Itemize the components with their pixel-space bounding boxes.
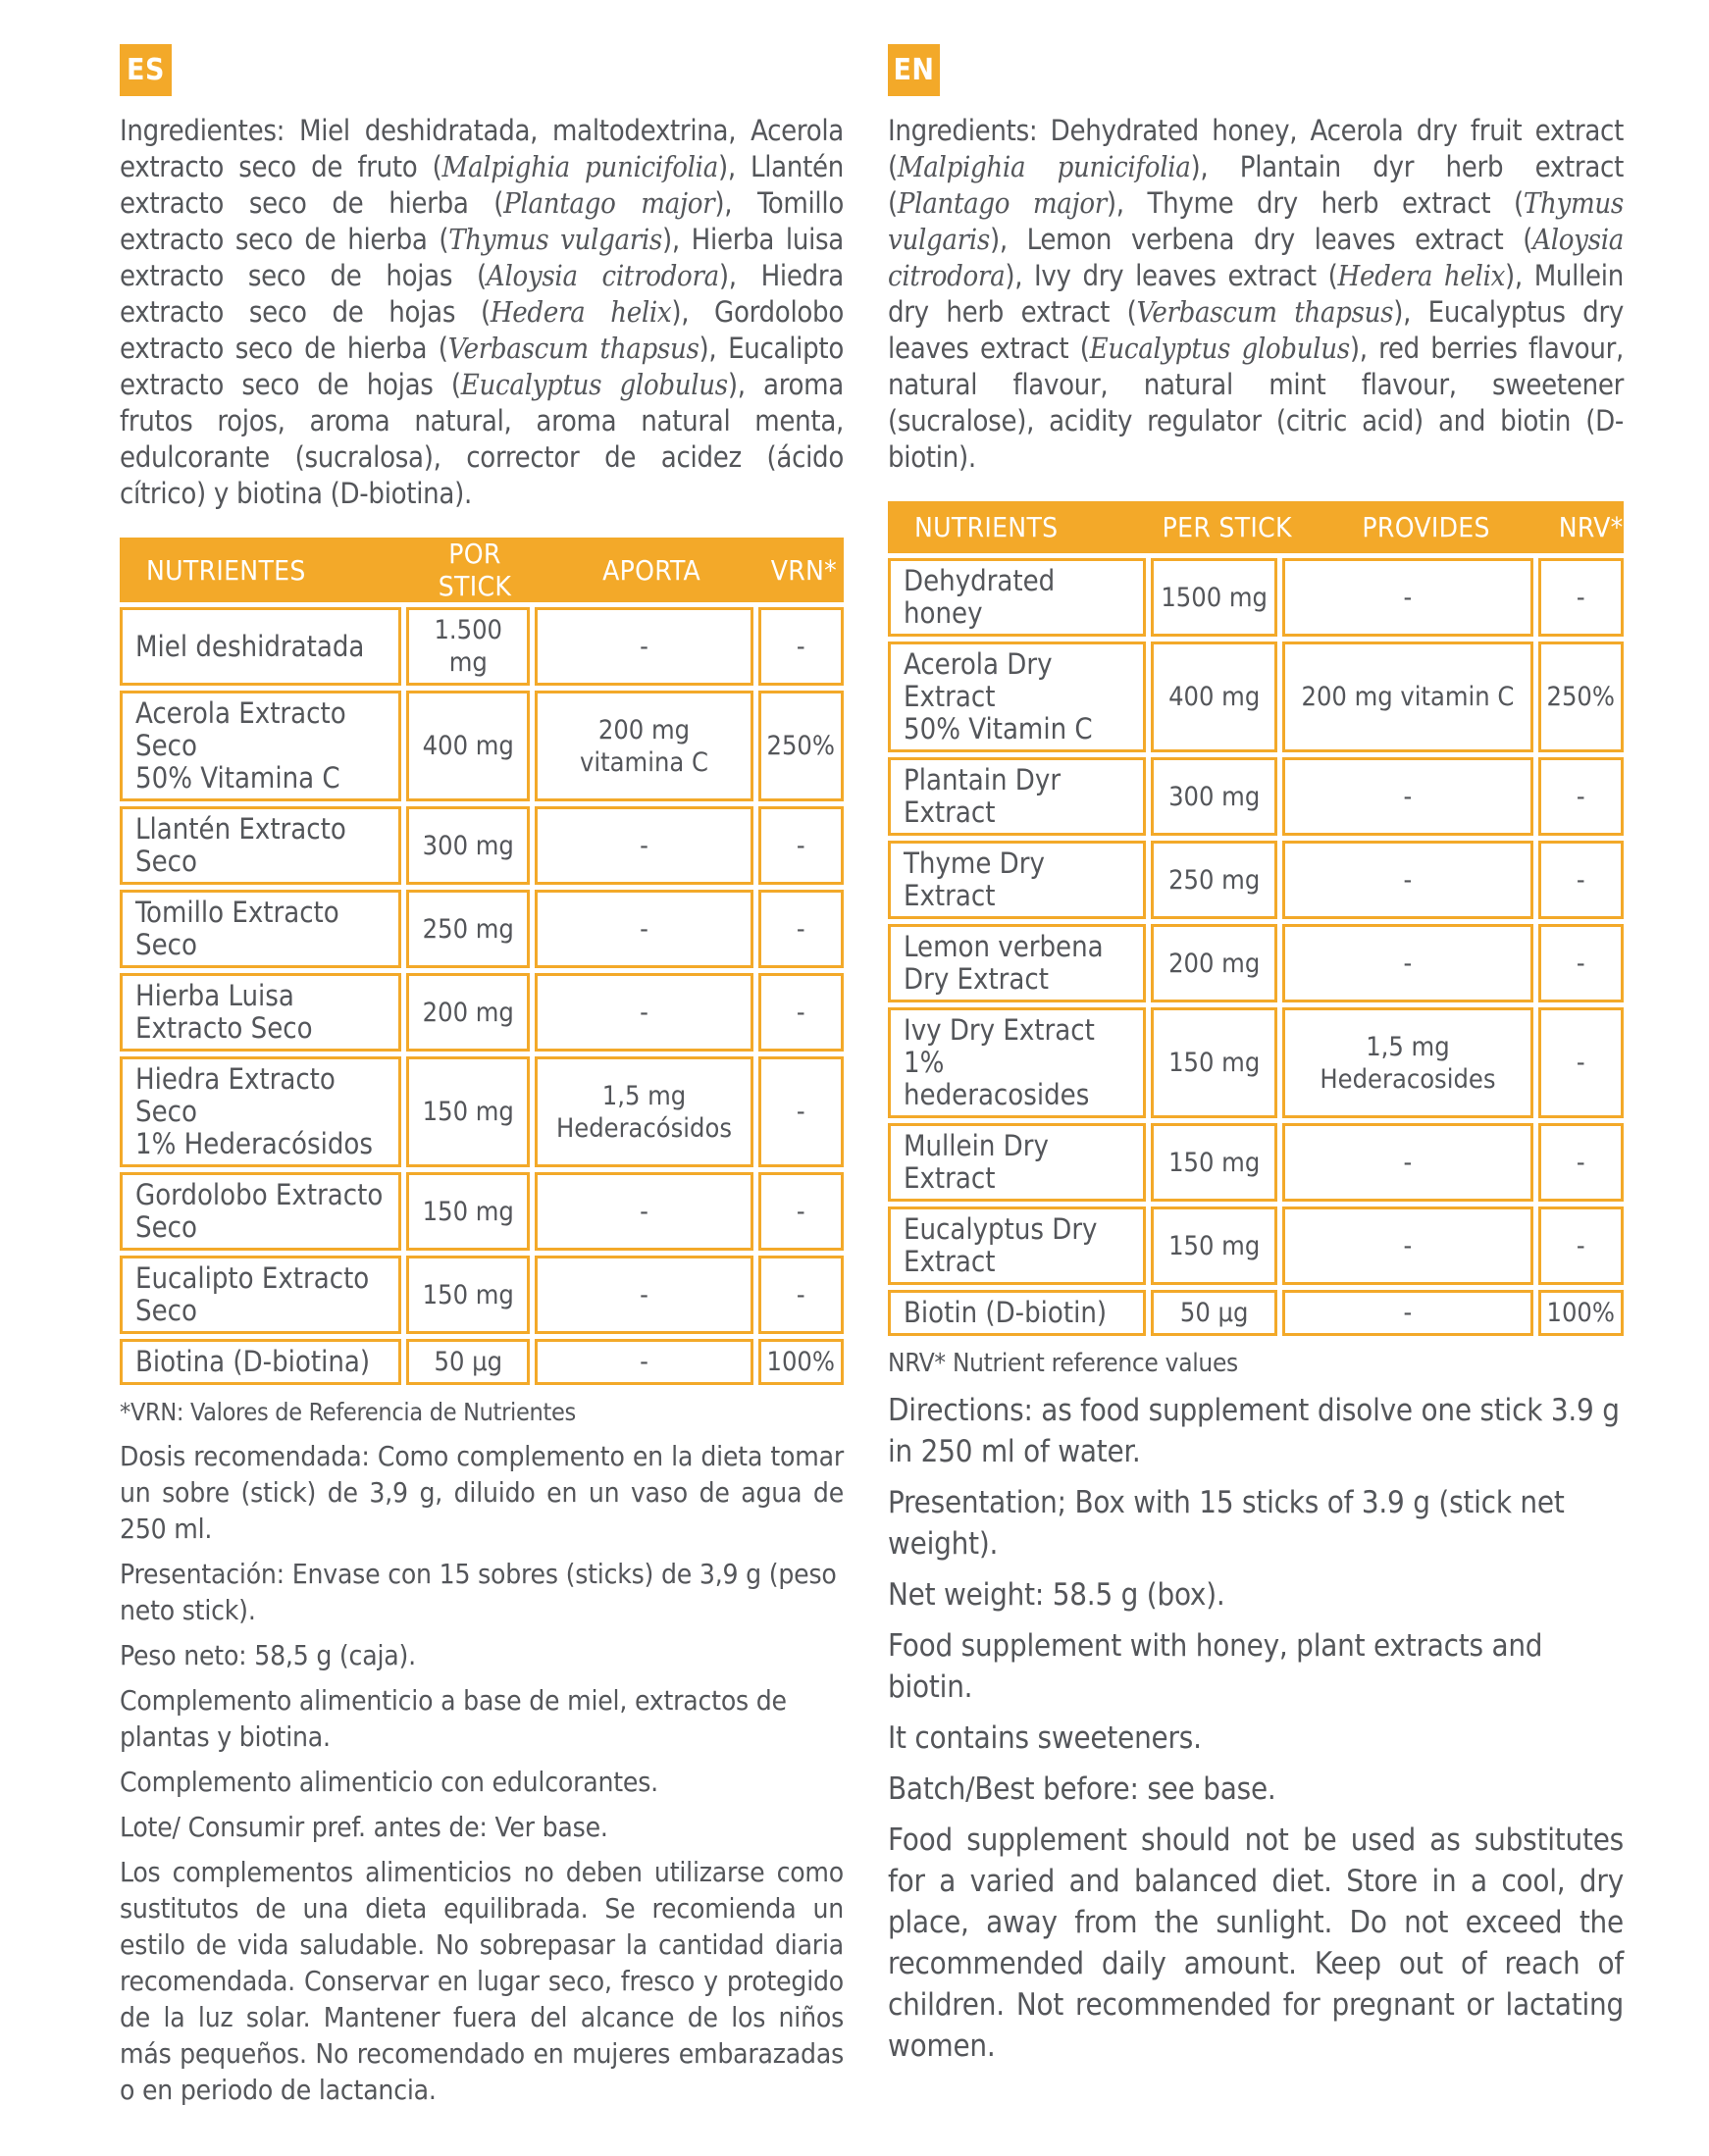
info-paragraph: Presentación: Envase con 15 sobres (sticks) de 3,9 g (peso neto stick).	[120, 1558, 837, 1626]
provides-cell: -	[1282, 924, 1532, 1002]
info-paragraph: Batch/Best before: see base.	[888, 1771, 1276, 1807]
nrv-cell: -	[758, 890, 844, 968]
per-stick-cell: 50 µg	[406, 1339, 530, 1385]
provides-cell: -	[1282, 841, 1532, 919]
info-paragraph: Peso neto: 58,5 g (caja).	[120, 1639, 416, 1671]
info-paragraph: Lote/ Consumir pref. antes de: Ver base.	[120, 1811, 608, 1843]
provides-cell: 200 mg vitamin C	[1282, 642, 1532, 752]
nrv-cell: -	[758, 607, 844, 686]
per-stick-cell: 200 mg	[1151, 924, 1277, 1002]
info-paragraph: Food supplement with honey, plant extracts and biotin.	[888, 1628, 1543, 1705]
info-paragraph: Net weight: 58.5 g (box).	[888, 1577, 1225, 1613]
provides-cell: -	[1282, 1290, 1532, 1336]
table-body	[888, 558, 1624, 1336]
nutrient-name-cell: Hierba Luisa Extracto Seco	[120, 973, 401, 1052]
ingredients-text-run: ), Lemon verbena dry leaves extract (	[989, 223, 1533, 256]
latin-species-name: Eucalyptus globulus	[1089, 332, 1350, 365]
per-stick-cell: 150 mg	[406, 1056, 530, 1167]
ingredients-text-run: Ingredientes: Miel deshidratada, maltodextrina, Acerola extracto seco de fruto (	[120, 114, 844, 183]
table-header-row	[120, 538, 844, 602]
ingredients-text-run: ), Gordolobo extracto seco de hierba (	[120, 295, 844, 365]
nrv-cell: -	[1538, 1007, 1624, 1118]
nutrient-name-cell: Tomillo Extracto Seco	[120, 890, 401, 968]
nrv-cell: 250%	[758, 691, 844, 801]
per-stick-cell: 300 mg	[406, 806, 530, 885]
latin-species-name: Eucalyptus globulus	[460, 368, 728, 401]
latin-species-name: Plantago major	[897, 186, 1107, 220]
nutrient-name-cell: Hiedra Extracto Seco 1% Hederacósidos	[120, 1056, 401, 1167]
nrv-cell: -	[1538, 757, 1624, 836]
latin-species-name: Thymus vulgaris	[888, 186, 1624, 256]
nutrient-name-cell: Mullein Dry Extract	[888, 1123, 1146, 1202]
ingredients-text-run: ), aroma frutos rojos, aroma natural, aroma natural menta, edulcorante (sucralosa), corrector de acidez (ácido cítrico) y biotina (D-biotina).	[120, 368, 844, 510]
provides-cell: 1,5 mg Hederacosides	[1282, 1007, 1532, 1118]
info-paragraph: Food supplement should not be used as substitutes for a varied and balanced diet. Store in a cool, dry place, away from the sunlight. Do not exceed the recommended daily amount. Keep out of reach of children. Not recommended for pregnant or lactating women.	[888, 1822, 1624, 2064]
ingredients-text-run: ), Eucalipto extracto seco de hojas (	[120, 332, 844, 401]
nutrient-name-cell: Eucalyptus Dry Extract	[888, 1206, 1146, 1285]
ingredients-text-run: ), Llantén extracto seco de hierba (	[120, 150, 845, 220]
per-stick-cell: 150 mg	[1151, 1123, 1277, 1202]
per-stick-cell: 150 mg	[1151, 1007, 1277, 1118]
provides-cell: -	[535, 806, 752, 885]
per-stick-cell: 250 mg	[1151, 841, 1277, 919]
table-body	[120, 607, 844, 1385]
table-header-cell: PROVIDES	[1362, 511, 1490, 543]
nrv-cell: -	[1538, 1206, 1624, 1285]
nrv-cell: 100%	[1538, 1290, 1624, 1336]
provides-cell: -	[535, 1172, 752, 1251]
nutrient-name-cell: Acerola Extracto Seco 50% Vitamina C	[120, 691, 401, 801]
table-header-cell: VRN*	[770, 553, 838, 587]
ingredients-text-run: ), Plantain dyr herb extract (	[888, 150, 1624, 220]
latin-species-name: Aloysia citrodora	[486, 259, 719, 292]
table-header-row	[888, 501, 1624, 553]
per-stick-cell: 50 µg	[1151, 1290, 1277, 1336]
provides-cell: -	[1282, 1123, 1532, 1202]
latin-species-name: Verbascum thapsus	[1136, 295, 1394, 329]
nrv-cell: -	[758, 806, 844, 885]
info-paragraph: Complemento alimenticio a base de miel, extractos de plantas y biotina.	[120, 1684, 787, 1753]
nutrient-name-cell: Eucalipto Extracto Seco	[120, 1256, 401, 1334]
provides-cell: -	[535, 973, 752, 1052]
provides-cell: -	[535, 890, 752, 968]
latin-species-name: Hedera helix	[1337, 259, 1506, 292]
es-vrn-footnote: *VRN: Valores de Referencia de Nutrientes	[120, 1398, 576, 1426]
es-ingredients-text	[120, 113, 844, 512]
nutrient-name-cell: Llantén Extracto Seco	[120, 806, 401, 885]
ingredients-text-run: ), Tomillo extracto seco de hierba (	[120, 186, 844, 256]
provides-cell: -	[535, 1339, 752, 1385]
provides-cell: -	[1282, 1206, 1532, 1285]
en-nrv-footnote: NRV* Nutrient reference values	[888, 1349, 1238, 1378]
per-stick-cell: 1.500 mg	[406, 607, 530, 686]
en-ingredients-text	[888, 113, 1624, 476]
per-stick-cell: 250 mg	[406, 890, 530, 968]
nrv-cell: -	[758, 1172, 844, 1251]
per-stick-cell: 300 mg	[1151, 757, 1277, 836]
latin-species-name: Aloysia citrodora	[888, 223, 1624, 292]
en-nutrients-table	[888, 501, 1624, 1336]
es-column	[120, 44, 844, 2117]
table-header-cell: APORTA	[602, 553, 701, 587]
table-header-cell: POR STICK	[438, 538, 512, 602]
ingredients-text-run: Ingredients: Dehydrated honey, Acerola dry fruit extract (	[888, 114, 1624, 183]
nutrient-name-cell: Biotin (D-biotin)	[888, 1290, 1146, 1336]
ingredients-text-run: ), Ivy dry leaves extract (	[1005, 259, 1338, 292]
info-paragraph: It contains sweeteners.	[888, 1720, 1202, 1756]
per-stick-cell: 150 mg	[406, 1256, 530, 1334]
info-paragraph: Directions: as food supplement disolve one stick 3.9 g in 250 ml of water.	[888, 1393, 1620, 1469]
latin-species-name: Malpighia punicifolia	[897, 150, 1191, 183]
nutrient-name-cell: Miel deshidratada	[120, 607, 401, 686]
per-stick-cell: 1500 mg	[1151, 558, 1277, 637]
nutrient-name-cell: Thyme Dry Extract	[888, 841, 1146, 919]
table-header-cell: NUTRIENTS	[914, 511, 1059, 543]
nutrient-name-cell: Biotina (D-biotina)	[120, 1339, 401, 1385]
per-stick-cell: 200 mg	[406, 973, 530, 1052]
nrv-cell: -	[1538, 558, 1624, 637]
latin-species-name: Verbascum thapsus	[447, 332, 699, 365]
nutrient-name-cell: Plantain Dyr Extract	[888, 757, 1146, 836]
nrv-cell: 100%	[758, 1339, 844, 1385]
en-column	[888, 44, 1624, 2077]
info-paragraph: Los complementos alimenticios no deben utilizarse como sustitutos de una dieta equilibrada. Se recomienda un estilo de vida saludable. No sobrepasar la cantidad diaria recomendada. Conservar en lugar seco, fresco y protegido de la luz solar. Mantener fuera del alcance de los niños más pequeños. No recomendado en mujeres embarazadas o en periodo de lactancia.	[120, 1856, 844, 2106]
latin-species-name: Hedera helix	[490, 295, 672, 329]
ingredients-text-run: ), Thyme dry herb extract (	[1106, 186, 1524, 220]
nrv-cell: 250%	[1538, 642, 1624, 752]
nutrient-name-cell: Ivy Dry Extract 1% hederacosides	[888, 1007, 1146, 1118]
latin-species-name: Malpighia punicifolia	[441, 150, 718, 183]
nrv-cell: -	[758, 973, 844, 1052]
es-language-badge: ES	[120, 44, 172, 96]
nrv-cell: -	[758, 1056, 844, 1167]
en-info-paragraphs	[888, 1390, 1624, 2067]
nutrient-name-cell: Acerola Dry Extract 50% Vitamin C	[888, 642, 1146, 752]
provides-cell: -	[535, 1256, 752, 1334]
per-stick-cell: 150 mg	[406, 1172, 530, 1251]
en-language-badge: EN	[888, 44, 940, 96]
info-paragraph: Complemento alimenticio con edulcorantes.	[120, 1766, 658, 1798]
nrv-cell: -	[1538, 1123, 1624, 1202]
provides-cell: -	[535, 607, 752, 686]
ingredients-text-run: ), Hiedra extracto seco de hojas (	[120, 259, 844, 329]
ingredients-text-run: ), Mullein dry herb extract (	[888, 259, 1624, 329]
table-header-cell: PER STICK	[1162, 511, 1292, 543]
ingredients-text-run: ), red berries flavour, natural flavour, natural mint flavour, sweetener (sucralose), acidity regulator (citric acid) and biotin (D-biotin).	[888, 332, 1624, 474]
info-paragraph: Presentation; Box with 15 sticks of 3.9 g (stick net weight).	[888, 1485, 1565, 1562]
nutrient-name-cell: Lemon verbena Dry Extract	[888, 924, 1146, 1002]
provides-cell: 1,5 mg Hederacósidos	[535, 1056, 752, 1167]
ingredients-text-run: ), Eucalyptus dry leaves extract (	[888, 295, 1624, 365]
per-stick-cell: 400 mg	[1151, 642, 1277, 752]
es-nutrients-table	[120, 538, 844, 1385]
table-header-cell: NRV*	[1558, 511, 1624, 543]
per-stick-cell: 400 mg	[406, 691, 530, 801]
per-stick-cell: 150 mg	[1151, 1206, 1277, 1285]
nrv-cell: -	[1538, 924, 1624, 1002]
provides-cell: -	[1282, 558, 1532, 637]
latin-species-name: Plantago major	[503, 186, 715, 220]
nutrient-name-cell: Gordolobo Extracto Seco	[120, 1172, 401, 1251]
latin-species-name: Thymus vulgaris	[448, 223, 663, 256]
es-info-paragraphs	[120, 1438, 844, 2108]
supplement-label-sheet	[120, 44, 1624, 2117]
provides-cell: 200 mg vitamina C	[535, 691, 752, 801]
nutrient-name-cell: Dehydrated honey	[888, 558, 1146, 637]
nrv-cell: -	[1538, 841, 1624, 919]
ingredients-text-run: ), Hierba luisa extracto seco de hojas (	[120, 223, 844, 292]
nrv-cell: -	[758, 1256, 844, 1334]
provides-cell: -	[1282, 757, 1532, 836]
table-header-cell: NUTRIENTES	[146, 553, 306, 587]
info-paragraph: Dosis recomendada: Como complemento en la dieta tomar un sobre (stick) de 3,9 g, diluido en un vaso de agua de 250 ml.	[120, 1440, 844, 1545]
